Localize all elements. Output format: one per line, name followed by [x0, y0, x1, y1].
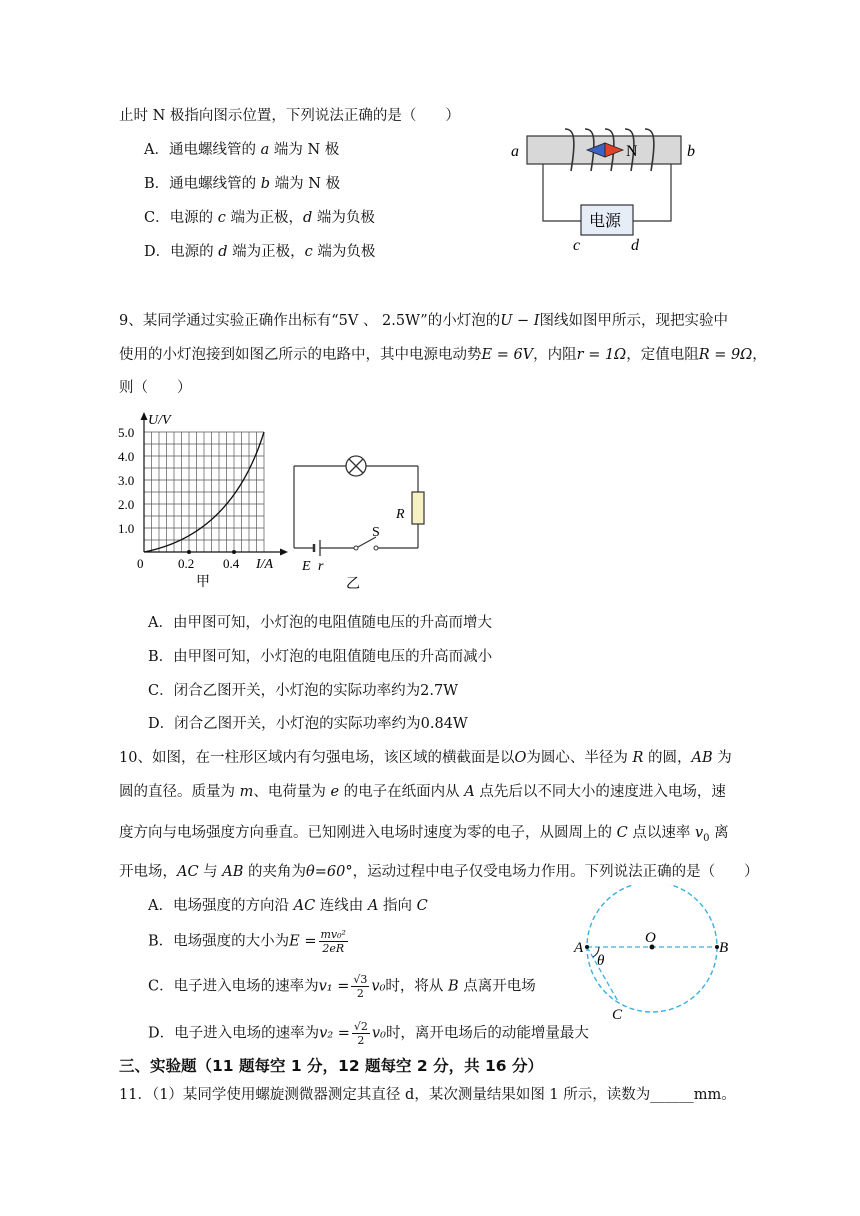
q8-stem: 止时 N 极指向图示位置，下列说法正确的是（ ）	[119, 108, 460, 124]
lamp-icon	[346, 456, 366, 476]
q8-option-c: C．电源的 c 端为正极，d 端为负极	[144, 210, 375, 226]
wire-right	[633, 164, 671, 221]
point-a	[585, 945, 589, 949]
q9-stem-line3: 则（ ）	[119, 380, 192, 396]
q10-stem-line3: 度方向与电场强度方向垂直。已知刚进入电场时速度为零的电子，从圆周上的 C 点以速率 $v_0$ 离	[119, 825, 729, 844]
y-tick-4: 4.0	[118, 449, 135, 464]
label-d: d	[631, 237, 639, 254]
y-tick-1: 1.0	[118, 521, 135, 536]
origin-label: 0	[137, 556, 144, 571]
label-theta: θ	[597, 953, 605, 969]
q9-option-c: C．闭合乙图开关，小灯泡的实际功率约为2.7W	[148, 683, 459, 699]
x-axis-arrow	[280, 549, 288, 556]
label-o: O	[645, 930, 656, 946]
x-tick-mark-1	[187, 550, 191, 554]
label-b: b	[687, 143, 695, 160]
battery-icon	[314, 540, 320, 556]
q10-option-d: D．电子进入电场的速率为v₂ = $\frac{√2}{2}$ v₀时，离开电场后的动能增量最大	[148, 1020, 589, 1047]
y-axis-arrow	[141, 412, 148, 420]
resistor-label: R	[396, 507, 405, 522]
q8-option-d: D．电源的 d 端为正极，c 端为负极	[144, 244, 376, 260]
y-axis-label: U/V	[148, 413, 171, 428]
label-a: a	[511, 143, 519, 160]
y-tick-2: 2.0	[118, 497, 135, 512]
x-tick-2: 0.4	[223, 556, 240, 571]
battery-e-label: E	[302, 559, 311, 574]
y-tick-5: 5.0	[118, 425, 135, 440]
label-b-point: B	[719, 940, 729, 956]
ui-grid	[144, 432, 264, 552]
q9-option-d: D．闭合乙图开关，小灯泡的实际功率约为0.84W	[148, 716, 468, 732]
q8-option-b: B．通电螺线管的 b 端为 N 极	[144, 176, 341, 192]
solenoid-figure	[505, 125, 705, 255]
y-tick-3: 3.0	[118, 473, 135, 488]
q10-stem-line4: 开电场，AC 与 AB 的夹角为θ=60°，运动过程中电子仅受电场力作用。下列说法正确的是（ ）	[119, 864, 759, 880]
label-c: c	[573, 237, 581, 254]
graph-caption: 甲	[196, 575, 210, 590]
needle-n-label: N	[626, 143, 638, 160]
x-tick-1: 0.2	[178, 556, 195, 571]
q10-stem-line1: 10、如图，在一柱形区域内有匀强电场，该区域的横截面是以O为圆心、半径为 R 的圆，AB 为	[119, 750, 732, 766]
power-source-label: 电源	[589, 213, 622, 230]
resistor-r	[412, 492, 424, 524]
q9-option-a: A．由甲图可知，小灯泡的电阻值随电压的升高而增大	[148, 615, 492, 631]
circuit-diagram	[290, 452, 440, 592]
q9-stem-line1: 9、某同学通过实验正确作出标有“5V 、 2.5W”的小灯泡的U − I图线如图甲所示，现把实验中	[119, 313, 729, 329]
q10-option-c: C．电子进入电场的速率为v₁ = $\frac{√3}{2}$ v₀时，将从 B 点离开电场	[148, 973, 536, 1000]
section-3-heading: 三、实验题（11 题每空 1 分，12 题每空 2 分，共 16 分）	[119, 1057, 543, 1075]
ui-graph	[112, 410, 292, 590]
label-c-point: C	[612, 1007, 623, 1023]
switch-label: S	[372, 525, 380, 540]
q10-option-b: B．电场强度的大小为E = $\frac{\text{mv₀²}}{2eR}$	[148, 928, 346, 955]
circle-field-figure	[570, 885, 740, 1025]
q11-text: 11．（1）某同学使用螺旋测微器测定其直径 d，某次测量结果如图 1 所示，读数为______mm。	[119, 1087, 736, 1103]
label-a-point: A	[574, 940, 584, 956]
q9-stem-line2: 使用的小灯泡接到如图乙所示的电路中，其中电源电动势E = 6V，内阻r = 1Ω，定值电阻R = 9Ω，	[119, 347, 767, 363]
q8-option-a: A．通电螺线管的 a 端为 N 极	[144, 142, 340, 158]
x-axis-label: I/A	[256, 557, 274, 572]
x-tick-mark-2	[232, 550, 236, 554]
q9-option-b: B．由甲图可知，小灯泡的电阻值随电压的升高而减小	[148, 649, 493, 665]
q10-option-a: A．电场强度的方向沿 AC 连线由 A 指向 C	[148, 898, 428, 914]
q10-stem-line2: 圆的直径。质量为 m、电荷量为 e 的电子在纸面内从 A 点先后以不同大小的速度进入电场，速	[119, 784, 726, 800]
circuit-caption: 乙	[346, 577, 360, 592]
wire-left	[543, 164, 581, 221]
battery-r-label: r	[318, 559, 324, 574]
